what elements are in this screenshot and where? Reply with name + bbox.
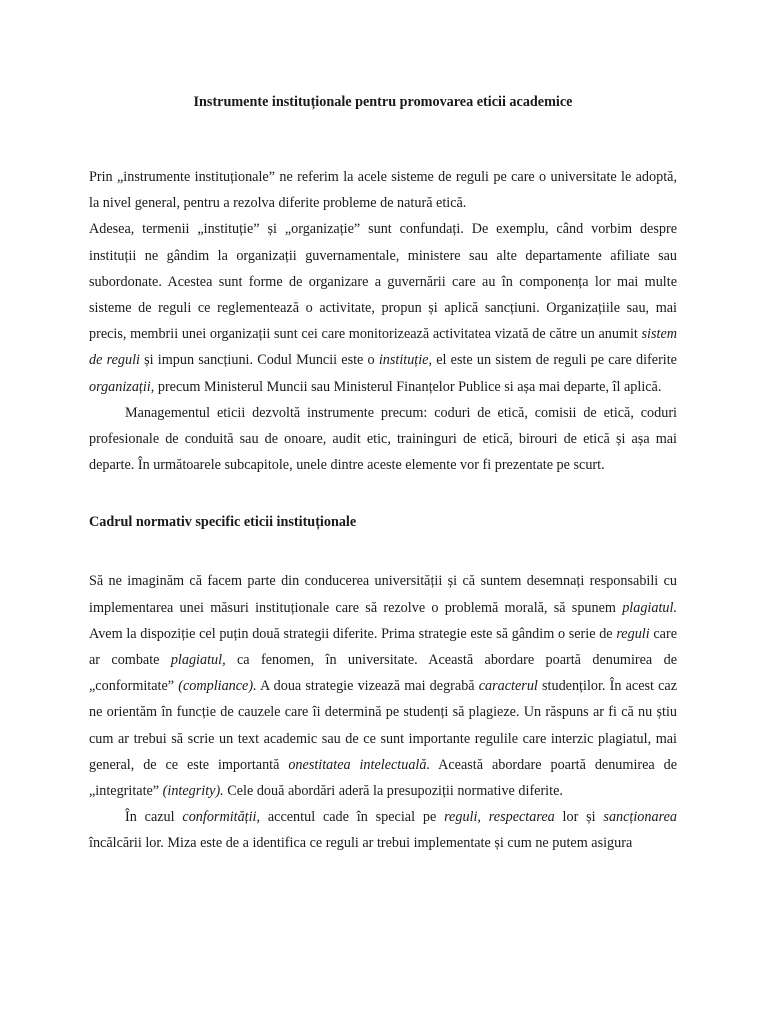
text-run: și impun sancțiuni. Codul Muncii este o <box>139 352 379 369</box>
emphasis: reguli <box>616 625 650 642</box>
text-run: Avem la dispoziție cel puțin două strategii diferite. Prima strategie este să gândim o serie de <box>89 625 617 642</box>
emphasis: sancționarea <box>603 809 677 826</box>
text-run: lor și <box>554 809 604 826</box>
emphasis: reguli, respectarea <box>444 809 555 826</box>
emphasis: instituție, <box>378 352 433 369</box>
text-run: ca fenomen, în universitate. Această abordare poartă denumirea de „conformitate” <box>89 652 677 695</box>
emphasis: (integrity). <box>162 783 224 800</box>
text-run: precum Ministerul Muncii sau Ministerul Finanțelor Publice si așa mai departe, îl aplică. <box>154 378 662 395</box>
text-run: Cele două abordări aderă la presupoziții normative diferite. <box>223 783 563 800</box>
emphasis: plagiatul, <box>170 652 226 669</box>
text-run: care ar combate <box>89 625 678 669</box>
intro-paragraph-1: Prin „instrumente instituționale” ne referim la acele sisteme de reguli pe care o universitate le adoptă, la nivel general, pentru a rezolva diferite probleme de natură etică. <box>89 169 677 212</box>
section-paragraph-1 <box>89 568 677 804</box>
text-run: Să ne imaginăm că facem parte din conducerea universității și că suntem desemnați responsabili cu implementarea unei măsuri instituționale care să rezolve o problemă morală, să spunem <box>89 573 677 616</box>
emphasis: sistem de reguli <box>89 326 677 369</box>
text-run: Adesea, termenii „instituție” și „organizație” sunt confundați. De exemplu, când vorbim despre instituții ne gândim la organizații guvernamentale, ministere sau alte departamente afiliate sau subordonate. Acestea sunt forme de organizare a guvernării care au în componența lor mai multe sisteme de reguli ce reglementează o activitate, propun și aplică sancțiuni. Organizațiile sau, mai precis, membrii unei organizații sunt cei care monitorizează activitatea vizată de către un anumit <box>89 221 677 343</box>
text-run: studenților. În acest caz ne orientăm în funcție de cauzele care îi determină pe studenți să plagieze. Un răspuns ar fi că nu știu cum ar trebui să scrie un text academic sau de ce sunt importante regulile care interzic plagiatul, mai general, de ce este importantă <box>89 678 677 773</box>
text-run: încălcării lor. Miza este de a identifica ce reguli ar trebui implementate și cum ne putem asigura <box>89 835 633 852</box>
text-run: Această abordare poartă denumirea de „integritate” <box>89 756 677 800</box>
intro-paragraph-3: Managementul eticii dezvoltă instrumente precum: coduri de etică, comisii de etică, coduri profesionale de conduită sau de onoare, audit etic, traininguri de etică, birouri de etică și așa mai departe. În următoarele subcapitole, unele dintre aceste elemente vor fi prezentate pe scurt. <box>89 404 677 474</box>
spacer <box>89 532 677 568</box>
spacer <box>89 478 677 512</box>
text-run: el este un sistem de reguli pe care diferite <box>432 352 677 369</box>
intro-paragraph-2 <box>89 216 677 399</box>
emphasis: onestitatea intelectuală. <box>288 756 431 773</box>
text-run: A doua strategie vizează mai degrabă <box>256 678 479 695</box>
emphasis: caracterul <box>478 678 538 695</box>
document-page <box>89 92 677 857</box>
emphasis: organizații, <box>89 378 155 395</box>
emphasis: (compliance). <box>178 678 257 695</box>
emphasis: conformității, <box>182 809 261 826</box>
section-heading: Cadrul normativ specific eticii instituționale <box>89 514 357 531</box>
spacer <box>89 112 677 164</box>
section-paragraph-2 <box>89 804 677 856</box>
emphasis: plagiatul. <box>622 599 677 616</box>
text-run: accentul cade în special pe <box>260 809 445 826</box>
document-title: Instrumente instituționale pentru promovarea eticii academice <box>193 94 573 110</box>
text-run: În cazul <box>125 809 183 826</box>
